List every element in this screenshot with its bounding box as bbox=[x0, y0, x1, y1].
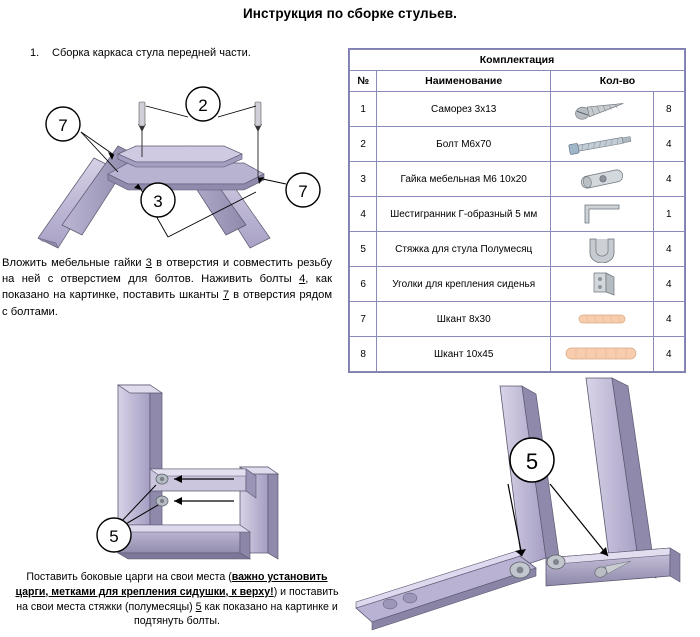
row1-name: Саморез 3х13 bbox=[377, 92, 551, 127]
parts-col-qty: Кол-во bbox=[550, 71, 684, 92]
row7-num: 7 bbox=[350, 302, 377, 337]
row6-name: Уголки для крепления сиденья bbox=[377, 267, 551, 302]
row5-image bbox=[550, 232, 653, 267]
table-row bbox=[350, 92, 685, 127]
figure-front-frame bbox=[18, 62, 328, 252]
table-row bbox=[350, 267, 685, 302]
row6-num: 6 bbox=[350, 267, 377, 302]
row3-num: 3 bbox=[350, 162, 377, 197]
caption1-ref-4: 4 bbox=[299, 273, 306, 286]
row5-qty: 4 bbox=[653, 232, 685, 267]
caption2-part1: Поставить боковые царги на свои места ( bbox=[26, 571, 232, 583]
caption1-part4: в отверстия рядом с болтами. bbox=[2, 289, 333, 318]
dowel-small-icon bbox=[551, 303, 653, 335]
row8-qty: 4 bbox=[653, 337, 685, 372]
row4-qty: 1 bbox=[653, 197, 685, 232]
caption1-part1: Вложить мебельные гайки bbox=[2, 257, 146, 269]
callout-5-left: 5 bbox=[109, 527, 119, 546]
row1-qty: 8 bbox=[653, 92, 685, 127]
row3-name: Гайка мебельная М6 10х20 bbox=[377, 162, 551, 197]
callout-5-right: 5 bbox=[525, 449, 539, 474]
parts-table bbox=[349, 49, 685, 372]
figure-side-rails bbox=[10, 375, 340, 570]
row2-qty: 4 bbox=[653, 127, 685, 162]
parts-table-title: Комплектация bbox=[350, 50, 685, 71]
callout-7-left: 7 bbox=[58, 116, 68, 135]
row8-image bbox=[550, 337, 653, 372]
screw-icon bbox=[551, 93, 653, 125]
table-row bbox=[350, 127, 685, 162]
table-row bbox=[350, 302, 685, 337]
row6-image bbox=[550, 267, 653, 302]
bolt-icon bbox=[551, 128, 653, 160]
angle-bracket-icon bbox=[551, 268, 653, 300]
caption1-ref-3: 3 bbox=[145, 257, 152, 269]
dowel-large-icon bbox=[551, 338, 653, 370]
step1-caption bbox=[2, 255, 332, 320]
caption2-part2: ) и поставить на свои места стяжки (полумесяцы) bbox=[16, 585, 339, 613]
hex-key-icon bbox=[551, 198, 653, 230]
row3-qty: 4 bbox=[653, 162, 685, 197]
row2-num: 2 bbox=[350, 127, 377, 162]
caption1-part3: , как показано на картинке, поставить шканты bbox=[2, 273, 332, 302]
parts-col-num: № bbox=[350, 71, 377, 92]
step1-label: Сборка каркаса стула передней части. bbox=[52, 47, 251, 59]
caption1-part2: в отверстия и совместить резьбу на ней с отверстием для болтов. Наживить болты bbox=[2, 257, 332, 286]
row8-num: 8 bbox=[350, 337, 377, 372]
row1-image bbox=[550, 92, 653, 127]
step1-number: 1. bbox=[30, 47, 40, 59]
row6-qty: 4 bbox=[653, 267, 685, 302]
row7-image bbox=[550, 302, 653, 337]
row4-name: Шестигранник Г-образный 5 мм bbox=[377, 197, 551, 232]
caption1-ref-7: 7 bbox=[222, 289, 230, 302]
crescent-bracket-icon bbox=[551, 233, 653, 265]
step2-caption bbox=[12, 570, 342, 629]
row2-image bbox=[550, 127, 653, 162]
table-row bbox=[350, 197, 685, 232]
caption2-ref-5: 5 bbox=[195, 600, 202, 613]
row5-num: 5 bbox=[350, 232, 377, 267]
parts-col-name: Наименование bbox=[377, 71, 551, 92]
row5-name: Стяжка для стула Полумесяц bbox=[377, 232, 551, 267]
callout-7-right: 7 bbox=[298, 182, 308, 201]
barrel-nut-icon bbox=[551, 163, 653, 195]
row2-name: Болт М6х70 bbox=[377, 127, 551, 162]
caption2-bold: важно установить царги, метками для крепления сидушки, к верху! bbox=[15, 571, 328, 598]
row4-num: 4 bbox=[350, 197, 377, 232]
row4-image bbox=[550, 197, 653, 232]
row3-image bbox=[550, 162, 653, 197]
callout-2: 2 bbox=[198, 96, 208, 115]
callout-3: 3 bbox=[153, 192, 163, 211]
row1-num: 1 bbox=[350, 92, 377, 127]
row7-name: Шкант 8х30 bbox=[377, 302, 551, 337]
table-row bbox=[350, 232, 685, 267]
row8-name: Шкант 10х45 bbox=[377, 337, 551, 372]
table-row bbox=[350, 162, 685, 197]
caption2-part3: как показано на картинке и подтянуть болты. bbox=[134, 600, 338, 628]
step1-heading bbox=[30, 47, 320, 59]
row7-qty: 4 bbox=[653, 302, 685, 337]
figure-assembly-detail bbox=[350, 372, 698, 634]
parts-table-wrapper bbox=[348, 48, 686, 373]
table-row bbox=[350, 337, 685, 372]
page-title: Инструкция по сборке стульев. bbox=[243, 6, 457, 21]
